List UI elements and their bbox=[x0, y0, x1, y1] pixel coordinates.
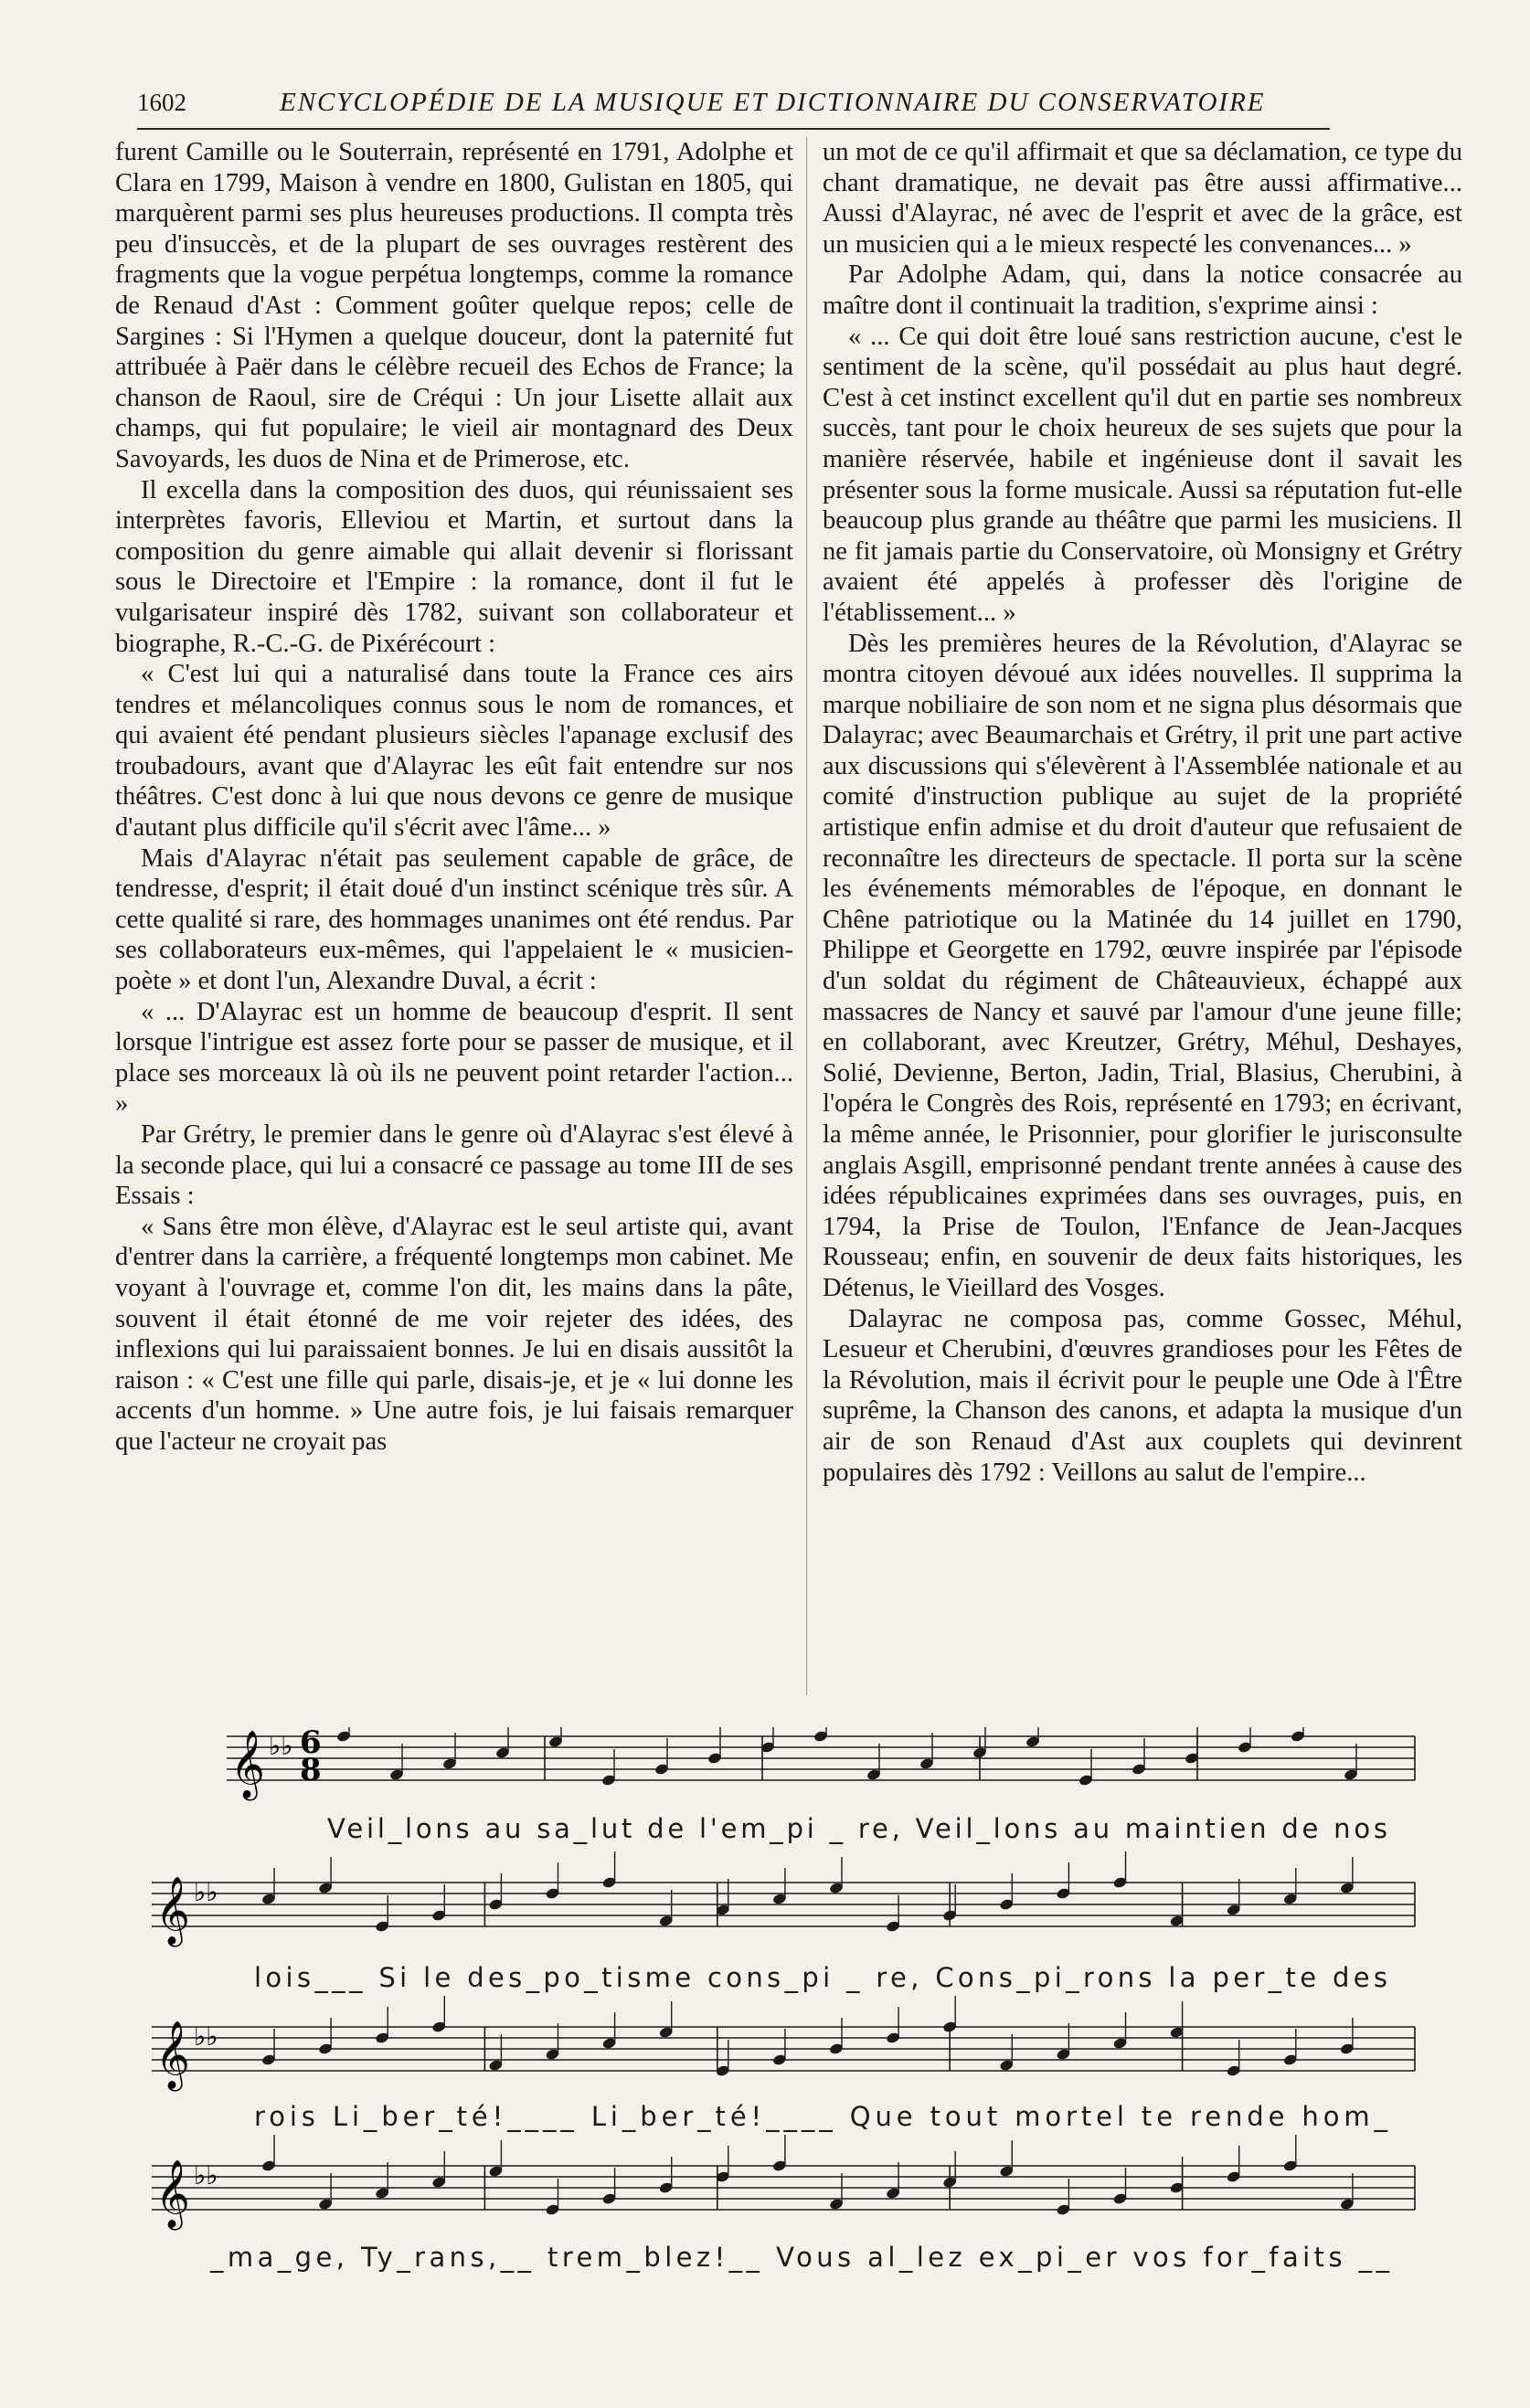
quote-paragraph: « ... D'Alayrac est un homme de beaucoup d'esprit. Il sent lorsque l'intrigue est assez forte pour se passer de musique, et il place ses morceaux là où ils ne peuvent point retarder l'action... » bbox=[115, 997, 793, 1119]
page-header bbox=[137, 88, 1330, 130]
lyric-line-2: lois___ Si le des_po_tisme cons_pi _ re, Cons_pi_rons la per_te des bbox=[254, 1962, 1387, 1993]
running-head: ENCYCLOPÉDIE DE LA MUSIQUE ET DICTIONNAIRE DU CONSERVATOIRE bbox=[280, 88, 1266, 117]
music-score bbox=[0, 1727, 1530, 2385]
lyric-line-4: _ma_ge, Ty_rans,__ trem_blez!__ Vous al_lez ex_pi_er vos for_faits __ bbox=[210, 2242, 1390, 2273]
quote-paragraph: « Sans être mon élève, d'Alayrac est le seul artiste qui, avant d'entrer dans la carrière, a fréquenté longtemps mon cabinet. Me voyant à l'ouvrage et, comme l'on dit, les mains dans la pâte, souvent il était étonné de me voir rejeter des idées, des inflexions qui lui paraissaient bonnes. Je lui en disais aussitôt la raison : « C'est une fille qui parle, disais-je, et je « lui donne les accents d'un homme. » Une autre fois, je lui faisais remarquer que l'acteur ne croyait pas bbox=[115, 1212, 793, 1456]
lyric-line-1: Veil_lons au sa_lut de l'em_pi _ re, Veil_lons au maintien de nos bbox=[327, 1813, 1387, 1844]
paragraph: Il excella dans la composition des duos, qui réunissaient ses interprètes favoris, Elleviou et Martin, et surtout dans la composition du genre aimable qui allait devenir si florissant sous le Directoire et l'Empire : la romance, dont il fut le vulgarisateur inspiré dès 1782, suivant son collaborateur et biographe, R.-C.-G. de Pixérécourt : bbox=[115, 475, 793, 658]
treble-clef-icon: 𝄞 bbox=[155, 2160, 190, 2228]
column-divider bbox=[806, 137, 807, 1695]
paragraph: Par Adolphe Adam, qui, dans la notice consacrée au maître dont il continuait la tradition, s'exprime ainsi : bbox=[823, 260, 1462, 320]
page-number: 1602 bbox=[137, 89, 186, 116]
quote-paragraph: « ... Ce qui doit être loué sans restriction aucune, c'est le sentiment de la scène, qu'il possédait au plus haut degré. C'est à cet instinct excellent qu'il dut en partie ses nombreux succès, tant pour le choix heureux de ses sujets que pour la manière réservée, habile et ingénieuse dont il savait les présenter sous la forme musicale. Aussi sa réputation fut-elle beaucoup plus grande au théâtre que parmi les musiciens. Il ne fit jamais partie du Conservatoire, où Monsigny et Grétry avaient été appelés à professer dès l'origine de l'établissement... » bbox=[823, 322, 1462, 627]
treble-clef-icon: 𝄞 bbox=[155, 2021, 190, 2089]
paragraph: Dalayrac ne composa pas, comme Gossec, Méhul, Lesueur et Cherubini, d'œuvres grandioses pour les Fêtes de la Révolution, mais il écrivit pour le peuple une Ode à l'Être suprême, la Chanson des canons, et adapta la musique d'un air de son Renaud d'Ast aux couplets qui devinrent populaires dès 1792 : Veillons au salut de l'empire... bbox=[823, 1304, 1462, 1487]
lyric-line-3: rois Li_ber_té!____ Li_ber_té!____ Que tout mortel te rende hom_ bbox=[254, 2101, 1387, 2132]
time-signature-bottom: 8 bbox=[300, 1752, 322, 1788]
treble-clef-icon: 𝄞 bbox=[155, 1877, 190, 1945]
paragraph: furent Camille ou le Souterrain, représenté en 1791, Adolphe et Clara en 1799, Maison à vendre en 1800, Gulistan en 1805, qui marquèrent parmi ses plus heureuses productions. Il compta très peu d'insuccès, et de la plupart de ses ouvrages restèrent des fragments que la vogue perpétua longtemps, comme la romance de Renaud d'Ast : Comment goûter quelque repos; celle de Sargines : Si l'Hymen a quelque douceur, dont la paternité fut attribuée à Paër dans le célèbre recueil des Echos de France; la chanson de Raoul, sire de Créqui : Un jour Lisette allait aux champs, qui fut populaire; le vieil air montagnard des Deux Savoyards, les duos de Nina et de Primerose, etc. bbox=[115, 138, 793, 473]
left-column bbox=[115, 137, 793, 1458]
key-signature-flat-icon: ♭♭ bbox=[194, 1877, 218, 1907]
key-signature-flat-icon: ♭♭ bbox=[194, 2160, 218, 2191]
quote-paragraph: « C'est lui qui a naturalisé dans toute la France ces airs tendres et mélancoliques connus sous le nom de romances, et qui avaient été pendant plusieurs siècles l'apanage exclusif des troubadours, avant que d'Alayrac les eût fait entendre sur nos théâtres. C'est donc à lui que nous devons ce genre de musique d'autant plus difficile qu'il s'écrit avec l'âme... » bbox=[115, 660, 793, 843]
key-signature-flat-icon: ♭♭ bbox=[269, 1731, 293, 1761]
key-signature-flat-icon: ♭♭ bbox=[194, 2021, 218, 2052]
paragraph: Dès les premières heures de la Révolution, d'Alayrac se montra citoyen dévoué aux idées nouvelles. Il supprima la marque nobiliaire de son nom et ne signa plus désormais que Dalayrac; avec Beaumarchais et Grétry, il prit une part active aux discussions qui s'élevèrent à l'Assemblée nationale et au comité d'instruction publique au sujet de la propriété artistique enfin admise et du droit d'auteur que refusaient de reconnaître les directeurs de spectacle. Il porta sur la scène les événements mémorables de l'époque, en donnant le Chêne patriotique ou la Matinée du 14 juillet en 1790, Philippe et Georgette en 1792, œuvre inspirée par l'épisode d'un soldat du régiment de Châteauvieux, échappé aux massacres de Nancy et sauvé par l'amour d'une jeune fille; en collaborant, avec Kreutzer, Grétry, Méhul, Deshayes, Solié, Devienne, Berton, Jadin, Trial, Blasius, Cherubini, à l'opéra le Congrès des Rois, représenté en 1793; en écrivant, la même année, le Prisonnier, pour glorifier le jurisconsulte anglais Asgill, emprisonné pendant trente années à cause des idées républicaines exprimées dans ses ouvrages, puis, en 1794, la Prise de Toulon, l'Enfance de Jean-Jacques Rousseau; enfin, en souvenir de deux faits historiques, les Détenus, le Vieillard des Vosges. bbox=[823, 629, 1462, 1302]
right-column bbox=[823, 137, 1462, 1488]
paragraph: Par Grétry, le premier dans le genre où d'Alayrac s'est élevé à la seconde place, qui lui a consacré ce passage au tome III de ses Essais : bbox=[115, 1120, 793, 1211]
time-signature-top: 6 bbox=[300, 1727, 322, 1761]
treble-clef-icon: 𝄞 bbox=[230, 1731, 265, 1798]
paragraph: Mais d'Alayrac n'était pas seulement capable de grâce, de tendresse, d'esprit; il était doué d'un instinct scénique très sûr. A cette qualité si rare, des hommages unanimes ont été rendus. Par ses collaborateurs eux-mêmes, qui l'appelaient le « musicien-poète » et dont l'un, Alexandre Duval, a écrit : bbox=[115, 843, 793, 996]
paragraph: un mot de ce qu'il affirmait et que sa déclamation, ce type du chant dramatique, ne devait pas être aussi affirmative... Aussi d'Alayrac, né avec de l'esprit et avec de la grâce, est un musicien qui a le mieux respecté les convenances... » bbox=[823, 138, 1462, 259]
